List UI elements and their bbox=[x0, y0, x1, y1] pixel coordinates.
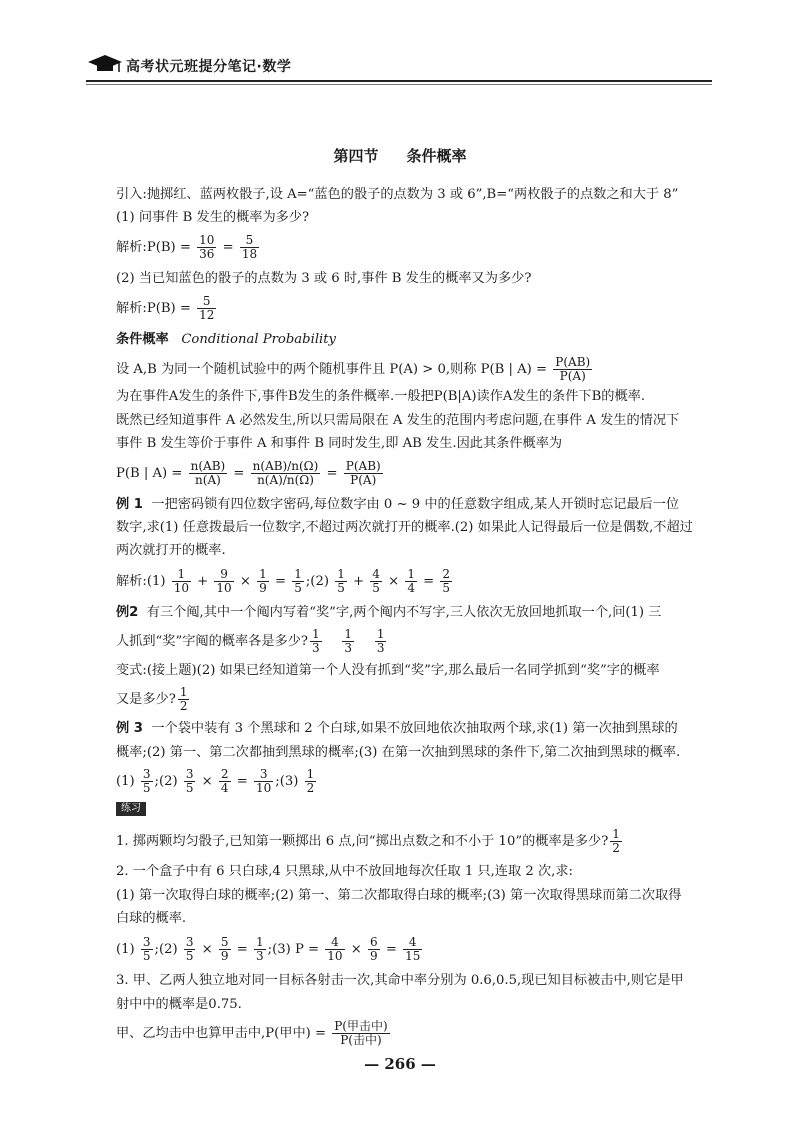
example-1-line-2: 数字,求(1) 任意拨最后一位数字,不超过两次就打开的概率.(2) 如果此人记得最后一位是偶数,不超过 bbox=[116, 520, 693, 535]
section-number: 第四节 bbox=[333, 147, 379, 165]
example-2-line-1: 例2 有三个阄,其中一个阄内写着“奖”字,两个阄内不写字,三人依次无放回地抓取一个,问(1) 三 bbox=[116, 605, 662, 620]
example-3-line-1: 例 3 一个袋中装有 3 个黑球和 2 个白球,如果不放回地依次抽取两个球,求(1) 第一次抽到黑球的 bbox=[116, 721, 678, 736]
answer-prefix: 解析:P(B) = bbox=[116, 301, 196, 316]
header-rule-thin bbox=[86, 84, 712, 85]
page-header bbox=[86, 50, 716, 80]
fraction: $\frac{5}{12}$ bbox=[199, 294, 215, 322]
intro-question-2: (2) 当已知蓝色的骰子的点数为 3 或 6 时,事件 B 发生的概率又为多少? bbox=[116, 271, 532, 286]
definition-heading-cn: 条件概率 bbox=[116, 332, 169, 347]
section-name: 条件概率 bbox=[406, 147, 467, 165]
header-rule bbox=[86, 80, 712, 82]
example-label: 例 1 bbox=[116, 497, 143, 512]
section-title bbox=[0, 145, 800, 166]
practice-3-c: 甲、乙均击中也算甲击中,P(甲中) = $\frac{\text{P(甲击中)}}{\text{P(击中)}}$ bbox=[116, 1019, 388, 1047]
example-3-answer: (1) $\frac{3}{5}$ ;(2) $\frac{3}{5}$ × $\frac{2}{4}$ = $\frac{3}{10}$ ;(3) $\frac{1}{2}$ bbox=[116, 767, 315, 795]
example-2-line-2: 人抓到“奖”字阄的概率各是多少? $\frac{1}{3}$ $\frac{1}{3}$ $\frac{1}{3}$ bbox=[116, 627, 385, 655]
example-label: 例 3 bbox=[116, 721, 143, 736]
definition-line-1: 设 A,B 为同一个随机试验中的两个随机事件且 P(A) > 0,则称 P(B | A) = $\frac{P(AB)}{P(A)}$ bbox=[116, 355, 591, 383]
example-1-line-3: 两次就打开的概率. bbox=[116, 543, 226, 558]
answer-prefix: 解析:P(B) = bbox=[116, 240, 196, 255]
definition-line-3: 既然已经知道事件 A 必然发生,所以只需局限在 A 发生的范围内考虑问题,在事件 A 发生的情况下 bbox=[116, 413, 680, 428]
definition-heading bbox=[116, 331, 336, 349]
practice-2-a: (1) 第一次取得白球的概率;(2) 第一、第二次都取得白球的概率;(3) 第一次取得黑球而第二次取得 bbox=[116, 888, 682, 903]
page-number: — 266 — bbox=[364, 1055, 436, 1073]
practice-2: 2. 一个盒子中有 6 只白球,4 只黑球,从中不放回地每次任取 1 只,连取 2 次,求: bbox=[116, 864, 573, 879]
conditional-probability-formula: P(B | A) = $\frac{n(AB)}{n(A)}$ = $\frac{n(AB)/n(\Omega)}{n(A)/n(\Omega)}$ = $\frac{P(AB)}{P(A)}$ bbox=[116, 459, 381, 487]
example-1-solution: 解析:(1) $\frac{1}{10}$ + $\frac{9}{10}$ × $\frac{1}{9}$ = $\frac{1}{5}$ ;(2) $\frac{1}{5}$ + $\frac{4}{5}$ × $\frac{1}{4}$ = $\frac{2}{5}$ bbox=[116, 567, 451, 595]
intro-question-1: (1) 问事件 B 发生的概率为多少? bbox=[116, 210, 310, 225]
example-1-line-1: 例 1 一把密码锁有四位数字密码,每位数字由 0 ~ 9 中的任意数字组成,某人开锁时忘记最后一位 bbox=[116, 497, 680, 512]
graduation-cap-icon bbox=[86, 52, 124, 76]
example-3-line-2: 概率;(2) 第一、第二次都抽到黑球的概率;(3) 在第一次抽到黑球的条件下,第二次抽到黑球的概率. bbox=[116, 745, 681, 760]
practice-1: 1. 掷两颗均匀骰子,已知第一颗掷出 6 点,问“掷出点数之和不小于 10”的概率是多少? $\frac{1}{2}$ bbox=[116, 827, 620, 855]
definition-line-4: 事件 B 发生等价于事件 A 和事件 B 同时发生,即 AB 发生.因此其条件概率为 bbox=[116, 436, 563, 451]
fraction: $\frac{5}{18}$ bbox=[241, 233, 258, 261]
intro-answer-2 bbox=[116, 295, 218, 322]
fraction: $\frac{10}{36}$ bbox=[199, 233, 215, 261]
definition-heading-en: Conditional Probability bbox=[181, 332, 336, 347]
book-title: 高考状元班提分笔记·数学 bbox=[126, 59, 292, 75]
practice-label-block bbox=[116, 802, 146, 816]
example-2-variant-2: 又是多少? $\frac{1}{2}$ bbox=[116, 685, 188, 713]
example-label: 例2 bbox=[116, 605, 139, 620]
fraction: $\frac{P(AB)}{P(A)}$ bbox=[555, 355, 591, 383]
practice-3-b: 射中中的概率是0.75. bbox=[116, 997, 242, 1012]
practice-2-b: 白球的概率. bbox=[116, 911, 187, 926]
practice-3-a: 3. 甲、乙两人独立地对同一目标各射击一次,其命中率分别为 0.6,0.5,现已知目标被击中,则它是甲 bbox=[116, 973, 684, 988]
definition-line-2: 为在事件A发生的条件下,事件B发生的条件概率.一般把P(B|A)读作A发生的条件下B的概率. bbox=[116, 389, 646, 404]
example-2-variant-1: 变式:(接上题)(2) 如果已经知道第一个人没有抓到“奖”字,那么最后一名同学抓到“奖”字的概率 bbox=[116, 663, 660, 678]
intro-line: 引入:抛掷红、蓝两枚骰子,设 A=“蓝色的骰子的点数为 3 或 6”,B=“两枚骰子的点数之和大于 8” bbox=[116, 187, 679, 202]
practice-label: 练习 bbox=[121, 803, 141, 814]
practice-2-solution: (1) $\frac{3}{5}$ ;(2) $\frac{3}{5}$ × $\frac{5}{9}$ = $\frac{1}{3}$ ;(3) P = $\frac{4}{10}$ × $\frac{6}{9}$ = $\frac{4}{15}$ bbox=[116, 935, 421, 963]
intro-answer-1: 解析:P(B) = $\frac{10}{36}$ = $\frac{5}{18}$ bbox=[116, 233, 258, 261]
